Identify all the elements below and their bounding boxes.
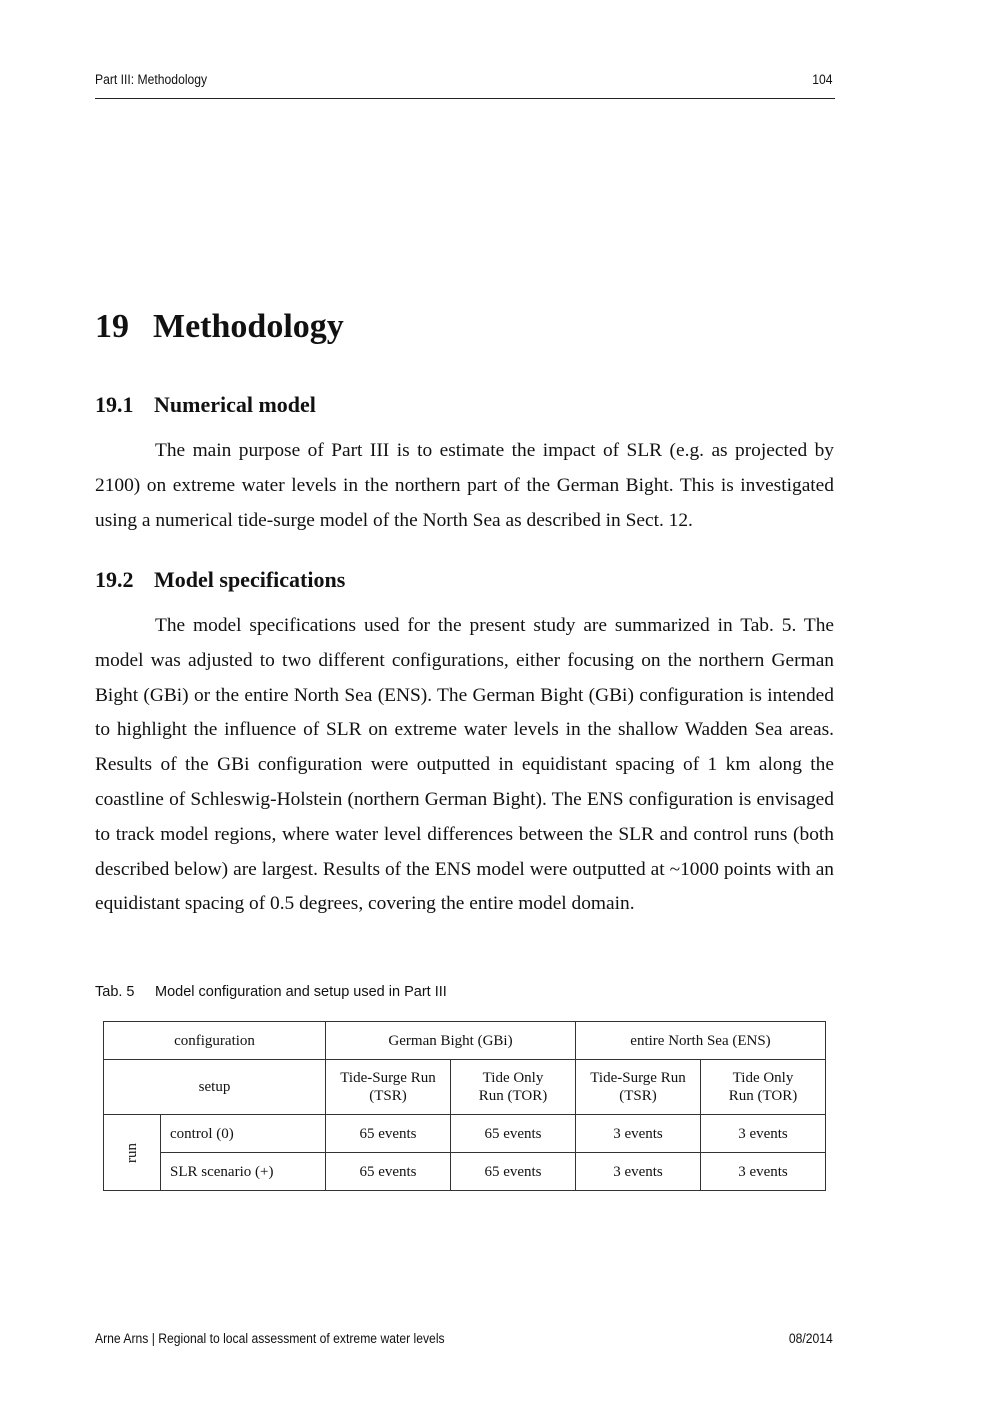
setup-line: Tide-Surge Run <box>590 1070 686 1086</box>
model-configuration-table <box>103 1021 826 1191</box>
table-cell: 3 events <box>576 1153 701 1191</box>
header-cell-ens: entire North Sea (ENS) <box>576 1022 826 1060</box>
running-footer <box>95 1331 835 1351</box>
setup-cell-gbi-tsr <box>326 1060 451 1115</box>
setup-line: Tide Only <box>732 1070 794 1086</box>
setup-cell-ens-tsr <box>576 1060 701 1115</box>
section-heading-model-specifications <box>95 567 345 593</box>
table-cell: 65 events <box>451 1153 576 1191</box>
table-cell: 65 events <box>451 1115 576 1153</box>
row-label: SLR scenario (+) <box>161 1153 326 1191</box>
paragraph-numerical-model: The main purpose of Part III is to estimate the impact of SLR (e.g. as projected by 2100) on extreme water levels in the northern part of the German Bight. This is investigated using a numerical tide-surge model of the North Sea as described in Sect. 12. <box>95 440 834 531</box>
section-heading-numerical-model <box>95 392 316 418</box>
section-title: Numerical model <box>154 392 316 417</box>
table-caption-label: Tab. 5 <box>95 984 135 1000</box>
table-cell: 3 events <box>576 1115 701 1153</box>
page-number: 104 <box>812 72 833 87</box>
table-caption <box>95 984 447 1000</box>
section-number: 19.1 <box>95 392 134 417</box>
chapter-number: 19 <box>95 308 129 345</box>
setup-line: (TSR) <box>619 1088 657 1104</box>
paragraph-model-specifications: The model specifications used for the present study are summarized in Tab. 5. The model was adjusted to two different configurations, either focusing on the northern German Bight (GBi) or the entire North Sea (ENS). The German Bight (GBi) configuration is intended to highlight the influence of SLR on extreme water levels in the shallow Wadden Sea areas. Results of the GBi configuration were outputted in equidistant spacing of 1 km along the coastline of Schleswig-Holstein (northern German Bight). The ENS configuration is envisaged to track model regions, where water level differences between the SLR and control runs (both described below) are largest. Results of the ENS model were outputted at ~1000 points with an equidistant spacing of 0.5 degrees, covering the entire model domain. <box>95 615 834 915</box>
table-cell: 65 events <box>326 1153 451 1191</box>
table-cell: 65 events <box>326 1115 451 1153</box>
setup-line: Tide-Surge Run <box>340 1070 436 1086</box>
section-title: Model specifications <box>154 567 346 592</box>
header-cell-gbi: German Bight (GBi) <box>326 1022 576 1060</box>
running-header <box>95 70 835 99</box>
run-label: run <box>124 1142 140 1163</box>
row-label: control (0) <box>161 1115 326 1153</box>
setup-line: (TSR) <box>369 1088 407 1104</box>
chapter-title <box>95 308 344 346</box>
header-section-title: Part III: Methodology <box>95 72 208 87</box>
header-cell-setup: setup <box>104 1060 326 1115</box>
table-cell: 3 events <box>701 1115 826 1153</box>
header-cell-configuration: configuration <box>104 1022 326 1060</box>
table-row <box>104 1153 826 1191</box>
section-number: 19.2 <box>95 567 134 592</box>
setup-line: Tide Only <box>482 1070 544 1086</box>
table-row-setup <box>104 1060 826 1115</box>
setup-line: Run (TOR) <box>478 1088 548 1104</box>
run-label-cell <box>104 1115 161 1191</box>
setup-line: Run (TOR) <box>728 1088 798 1104</box>
footer-date: 08/2014 <box>789 1331 833 1346</box>
setup-cell-ens-tor <box>701 1060 826 1115</box>
table-row <box>104 1115 826 1153</box>
setup-cell-gbi-tor <box>451 1060 576 1115</box>
chapter-title-text: Methodology <box>153 308 344 345</box>
table-caption-text: Model configuration and setup used in Part III <box>155 984 447 1000</box>
footer-author-title: Arne Arns | Regional to local assessment of extreme water levels <box>95 1331 445 1346</box>
table-row-configuration <box>104 1022 826 1060</box>
table-cell: 3 events <box>701 1153 826 1191</box>
